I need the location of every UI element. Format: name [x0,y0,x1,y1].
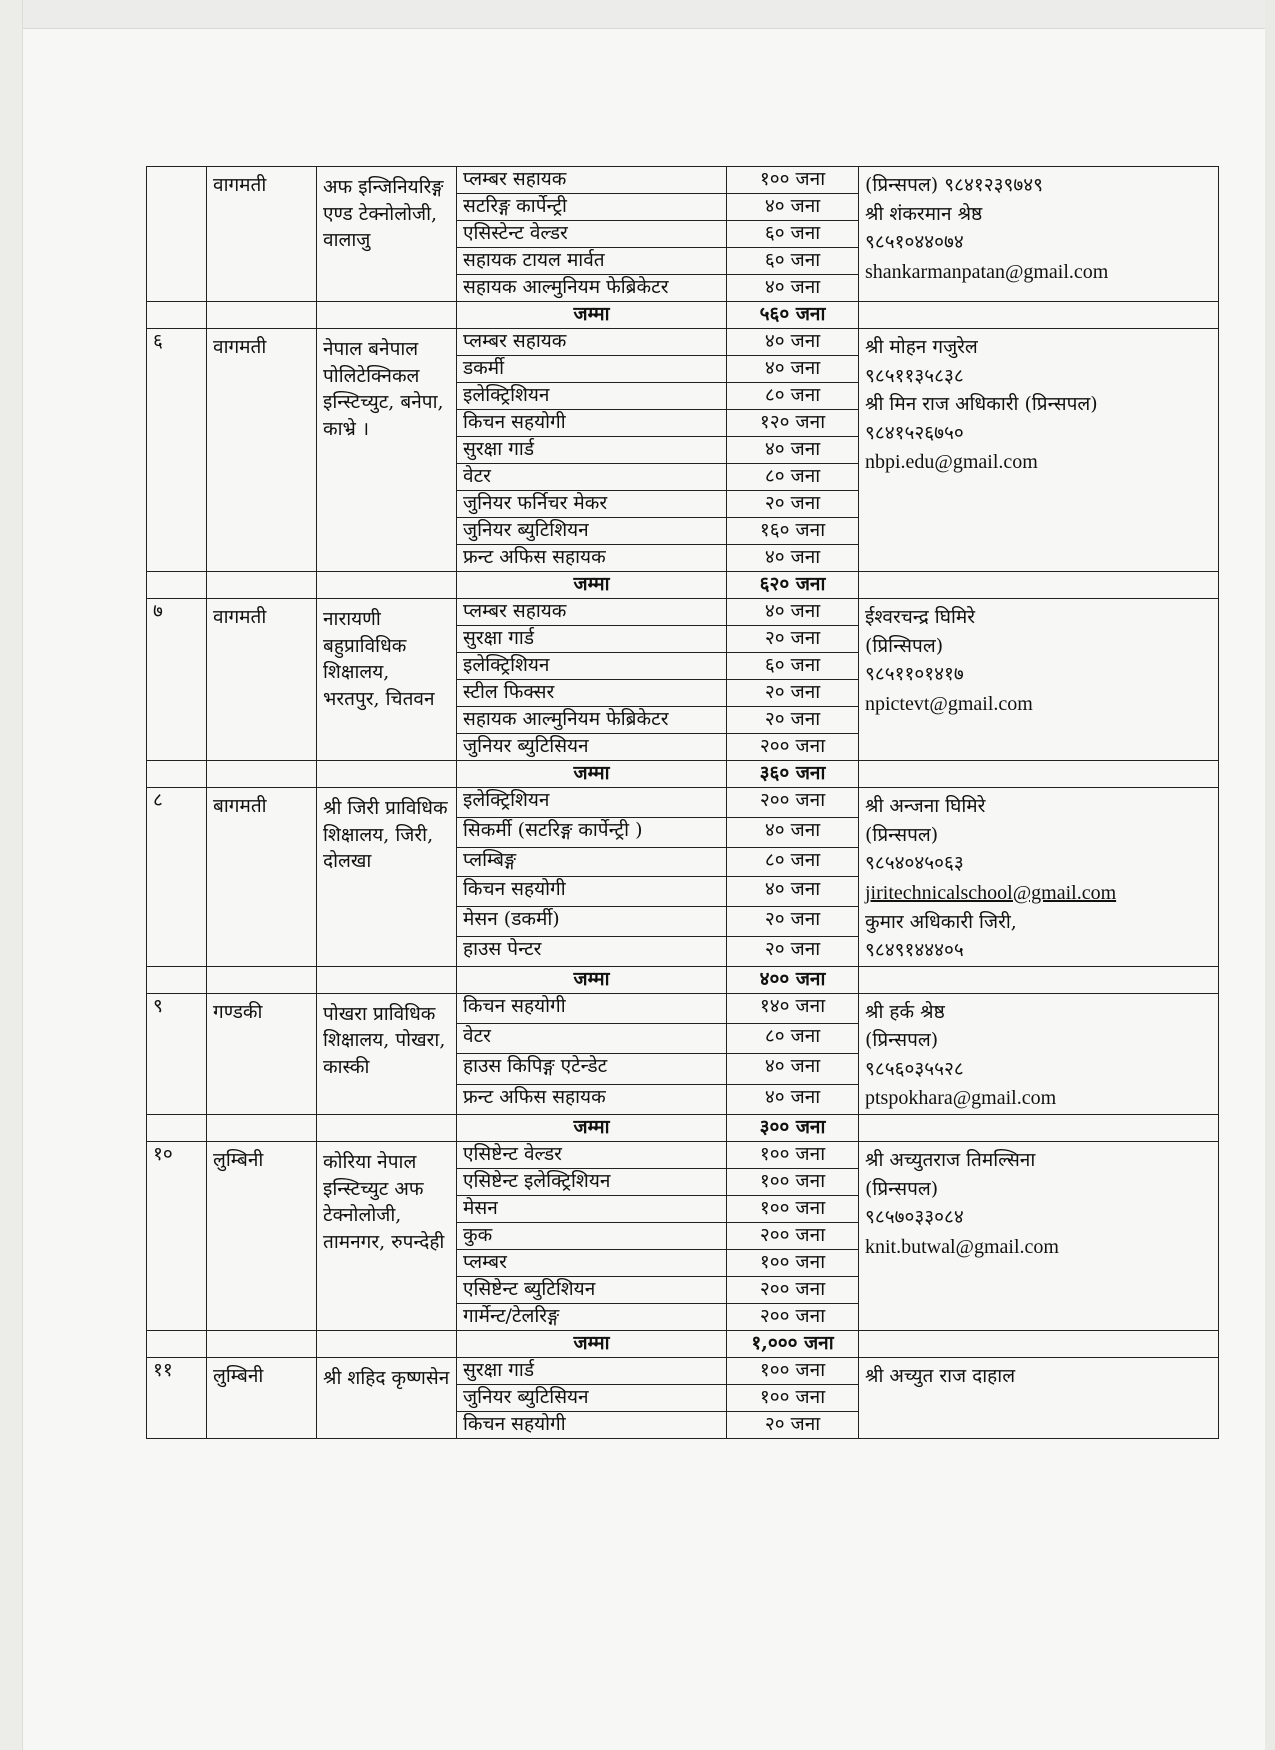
trade-row [147,1142,1219,1169]
trade-name-cell: जुनियर फर्निचर मेकर [457,491,727,518]
contact-line: ईश्वरचन्द्र घिमिरे [865,606,976,628]
contact-email: knit.butwal@gmail.com [865,1235,1059,1258]
contact-line: कुमार अधिकारी जिरी, [865,910,1017,933]
trade-quantity-cell: ४० जना [727,545,859,572]
empty-cell [859,761,1219,788]
institute-cell [317,167,457,302]
empty-cell [147,966,207,993]
trade-name-cell: मेसन (डकर्मी) [457,907,727,937]
total-label: जम्मा [457,1115,727,1142]
trade-quantity-cell: २० जना [727,907,859,937]
institute-name: नारायणी बहुप्राविधिक शिक्षालय, भरतपुर, चितवन [323,608,435,710]
contact-line: ९८४१५२६७५० [865,421,964,444]
empty-cell [317,761,457,788]
total-row [147,761,1219,788]
serial-number-cell: १० [147,1142,207,1331]
trade-quantity-cell: ४० जना [727,329,859,356]
serial-number-cell: ६ [147,329,207,572]
trade-name-cell: किचन सहयोगी [457,993,727,1023]
trade-name-cell: जुनियर ब्युटिशियन [457,518,727,545]
empty-cell [207,966,317,993]
institute-name: कोरिया नेपाल इन्स्टिच्युट अफ टेक्नोलोजी, तामनगर, रुपन्देही [323,1151,445,1253]
trade-quantity-cell: १०० जना [727,1385,859,1412]
total-row [147,302,1219,329]
institute-name: नेपाल बनेपाल पोलिटेक्निकल इन्स्टिच्युट, बनेपा, काभ्रे । [323,338,444,440]
trade-row [147,788,1219,818]
serial-number-cell: ९ [147,993,207,1115]
trade-quantity-cell: ६० जना [727,653,859,680]
trade-name-cell: इलेक्ट्रिशियन [457,653,727,680]
total-quantity: ४०० जना [727,966,859,993]
serial-number-cell: ८ [147,788,207,967]
contact-line: श्री अच्युतराज तिमल्सिना [865,1149,1036,1171]
institute-cell [317,599,457,761]
total-quantity: ३०० जना [727,1115,859,1142]
trade-quantity-cell: ४० जना [727,1054,859,1084]
trade-quantity-cell: ८० जना [727,464,859,491]
province-name: वागमती [213,606,267,628]
province-cell [207,1142,317,1331]
trade-quantity-cell: १४० जना [727,993,859,1023]
training-programs-table [146,166,1219,1439]
trade-quantity-cell: १६० जना [727,518,859,545]
trade-row [147,167,1219,194]
empty-cell [147,1331,207,1358]
trade-name-cell: कुक [457,1223,727,1250]
trade-name-cell: हाउस किपिङ्ग एटेन्डेट [457,1054,727,1084]
trade-quantity-cell: २०० जना [727,1223,859,1250]
trade-name-cell: सहायक आल्मुनियम फेब्रिकेटर [457,275,727,302]
contact-cell [859,1358,1219,1439]
contact-cell [859,599,1219,761]
empty-cell [859,1331,1219,1358]
trade-name-cell: एसिस्टेन्ट वेल्डर [457,221,727,248]
contact-line: ९८४९१४४४०५ [865,939,964,961]
institute-cell [317,1142,457,1331]
province-cell [207,1358,317,1439]
trade-name-cell: गार्मेन्ट/टेलरिङ्ग [457,1304,727,1331]
institute-name: अफ इन्जिनियरिङ्ग एण्ड टेक्नोलोजी, वालाजु [323,176,444,252]
trade-name-cell: सिकर्मी (सटरिङ्ग कार्पेन्ट्री ) [457,817,727,847]
empty-cell [317,1331,457,1358]
empty-cell [147,761,207,788]
trade-name-cell: फ्रन्ट अफिस सहायक [457,1084,727,1114]
total-quantity: १,००० जना [727,1331,859,1358]
empty-cell [317,302,457,329]
contact-email: ptspokhara@gmail.com [865,1087,1057,1109]
contact-line: (प्रिन्सपल) [865,1029,939,1051]
trade-quantity-cell: २०० जना [727,1277,859,1304]
contact-cell [859,1142,1219,1331]
trade-quantity-cell: २० जना [727,707,859,734]
institute-name: श्री शहिद कृष्णसेन [323,1367,450,1389]
empty-cell [207,572,317,599]
contact-cell [859,167,1219,302]
trade-row [147,993,1219,1023]
trade-quantity-cell: १०० जना [727,1250,859,1277]
trade-name-cell: हाउस पेन्टर [457,936,727,966]
trade-quantity-cell: १०० जना [727,1196,859,1223]
serial-number-cell: ११ [147,1358,207,1439]
contact-email: jiritechnicalschool@gmail.com [865,881,1117,904]
trade-name-cell: मेसन [457,1196,727,1223]
scan-edge-top [0,0,1275,29]
trade-quantity-cell: ४० जना [727,437,859,464]
trade-name-cell: एसिष्टेन्ट ब्युटिशियन [457,1277,727,1304]
empty-cell [859,572,1219,599]
trade-quantity-cell: १०० जना [727,1142,859,1169]
trade-name-cell: जुनियर ब्युटिसियन [457,734,727,761]
contact-line: (प्रिन्सपल) [865,1177,939,1200]
contact-line: (प्रिन्सपल) [865,823,939,846]
contact-line: (प्रिन्सपल) ९८४१२३९७४९ [865,174,1044,196]
province-name: वागमती [213,336,267,358]
contact-line: ९८५६०३५५२८ [865,1057,964,1080]
trade-name-cell: सुरक्षा गार्ड [457,437,727,464]
province-cell [207,329,317,572]
total-row [147,572,1219,599]
empty-cell [207,1115,317,1142]
contact-email: npictevt@gmail.com [865,692,1033,715]
trade-name-cell: वेटर [457,464,727,491]
trade-quantity-cell: ८० जना [727,1023,859,1053]
trade-name-cell: स्टील फिक्सर [457,680,727,707]
province-name: लुम्बिनी [213,1365,264,1387]
total-quantity: ६२० जना [727,572,859,599]
institute-cell [317,1358,457,1439]
trade-name-cell: एसिष्टेन्ट इलेक्ट्रिशियन [457,1169,727,1196]
total-row [147,966,1219,993]
empty-cell [207,761,317,788]
trade-name-cell: फ्रन्ट अफिस सहायक [457,545,727,572]
trade-name-cell: प्लम्बर सहायक [457,329,727,356]
contact-line: ९८५११०१४१७ [865,663,964,685]
province-name: लुम्बिनी [213,1149,264,1171]
trade-name-cell: सुरक्षा गार्ड [457,626,727,653]
empty-cell [147,1115,207,1142]
trade-row [147,329,1219,356]
trade-quantity-cell: ४० जना [727,817,859,847]
trade-quantity-cell: १२० जना [727,410,859,437]
contact-line: श्री अच्युत राज दाहाल [865,1365,1016,1387]
trade-row [147,1358,1219,1385]
institute-cell [317,329,457,572]
trade-quantity-cell: ८० जना [727,847,859,877]
empty-cell [317,966,457,993]
trade-quantity-cell: ४० जना [727,275,859,302]
trade-name-cell: सुरक्षा गार्ड [457,1358,727,1385]
empty-cell [147,302,207,329]
trade-name-cell: सहायक आल्मुनियम फेब्रिकेटर [457,707,727,734]
contact-cell [859,993,1219,1115]
contact-line: श्री मिन राज अधिकारी (प्रिन्सपल) [865,393,1098,415]
trade-quantity-cell: १०० जना [727,167,859,194]
contact-cell [859,329,1219,572]
trade-name-cell: किचन सहयोगी [457,410,727,437]
institute-cell [317,788,457,967]
empty-cell [859,966,1219,993]
trade-name-cell: जुनियर ब्युटिसियन [457,1385,727,1412]
total-label: जम्मा [457,302,727,329]
trade-quantity-cell: २०० जना [727,788,859,818]
institute-name: पोखरा प्राविधिक शिक्षालय, पोखरा, कास्की [323,1002,446,1078]
province-name: गण्डकी [213,1000,263,1023]
trade-quantity-cell: २० जना [727,680,859,707]
trade-quantity-cell: ४० जना [727,1084,859,1114]
total-label: जम्मा [457,761,727,788]
contact-line: श्री अन्जना घिमिरे [865,795,986,817]
total-row [147,1115,1219,1142]
trade-quantity-cell: ६० जना [727,248,859,275]
empty-cell [317,1115,457,1142]
institute-cell [317,993,457,1115]
trade-quantity-cell: १०० जना [727,1358,859,1385]
trade-quantity-cell: २० जना [727,491,859,518]
province-cell [207,599,317,761]
total-label: जम्मा [457,966,727,993]
trade-name-cell: प्लम्बर [457,1250,727,1277]
empty-cell [147,572,207,599]
contact-line: ९८५४०४५०६३ [865,852,964,874]
trade-name-cell: किचन सहयोगी [457,877,727,907]
trade-quantity-cell: २०० जना [727,734,859,761]
scan-edge-right [1265,0,1275,1750]
contact-line: (प्रिन्सिपल) [865,634,944,657]
trade-quantity-cell: ४० जना [727,877,859,907]
total-label: जम्मा [457,572,727,599]
contact-line: ९८५११३५८३८ [865,364,964,387]
trade-name-cell: सहायक टायल मार्वत [457,248,727,275]
contact-line: श्री मोहन गजुरेल [865,336,978,358]
contact-email: nbpi.edu@gmail.com [865,451,1038,473]
province-name: बागमती [213,795,267,817]
contact-line: ९८५१०४४०७४ [865,231,964,253]
contact-line: श्री शंकरमान श्रेष्ठ [865,202,983,225]
trade-quantity-cell: २० जना [727,1412,859,1439]
trade-quantity-cell: २०० जना [727,1304,859,1331]
trade-quantity-cell: २० जना [727,626,859,653]
empty-cell [859,1115,1219,1142]
trade-name-cell: डकर्मी [457,356,727,383]
province-cell [207,788,317,967]
trade-quantity-cell: २० जना [727,936,859,966]
empty-cell [207,302,317,329]
empty-cell [859,302,1219,329]
total-label: जम्मा [457,1331,727,1358]
contact-email: shankarmanpatan@gmail.com [865,260,1109,283]
trade-quantity-cell: ४० जना [727,599,859,626]
trade-name-cell: प्लम्बर सहायक [457,167,727,194]
trade-name-cell: वेटर [457,1023,727,1053]
province-cell [207,993,317,1115]
contact-line: श्री हर्क श्रेष्ठ [865,1000,945,1023]
province-name: वागमती [213,174,267,196]
trade-name-cell: प्लम्बिङ्ग [457,847,727,877]
empty-cell [317,572,457,599]
trade-quantity-cell: ४० जना [727,194,859,221]
contact-cell [859,788,1219,967]
trade-name-cell: सटरिङ्ग कार्पेन्ट्री [457,194,727,221]
trade-name-cell: इलेक्ट्रिशियन [457,383,727,410]
province-cell [207,167,317,302]
serial-number-cell [147,167,207,302]
empty-cell [207,1331,317,1358]
serial-number-cell: ७ [147,599,207,761]
institute-name: श्री जिरी प्राविधिक शिक्षालय, जिरी, दोलखा [323,797,448,873]
trade-name-cell: इलेक्ट्रिशियन [457,788,727,818]
trade-name-cell: एसिष्टेन्ट वेल्डर [457,1142,727,1169]
total-quantity: ५६० जना [727,302,859,329]
trade-row [147,599,1219,626]
trade-quantity-cell: ८० जना [727,383,859,410]
trade-quantity-cell: ६० जना [727,221,859,248]
trade-name-cell: किचन सहयोगी [457,1412,727,1439]
scan-edge-left [0,0,23,1750]
contact-line: ९८५७०३३०८४ [865,1206,964,1228]
total-quantity: ३६० जना [727,761,859,788]
trade-quantity-cell: ४० जना [727,356,859,383]
total-row [147,1331,1219,1358]
trade-quantity-cell: १०० जना [727,1169,859,1196]
trade-name-cell: प्लम्बर सहायक [457,599,727,626]
